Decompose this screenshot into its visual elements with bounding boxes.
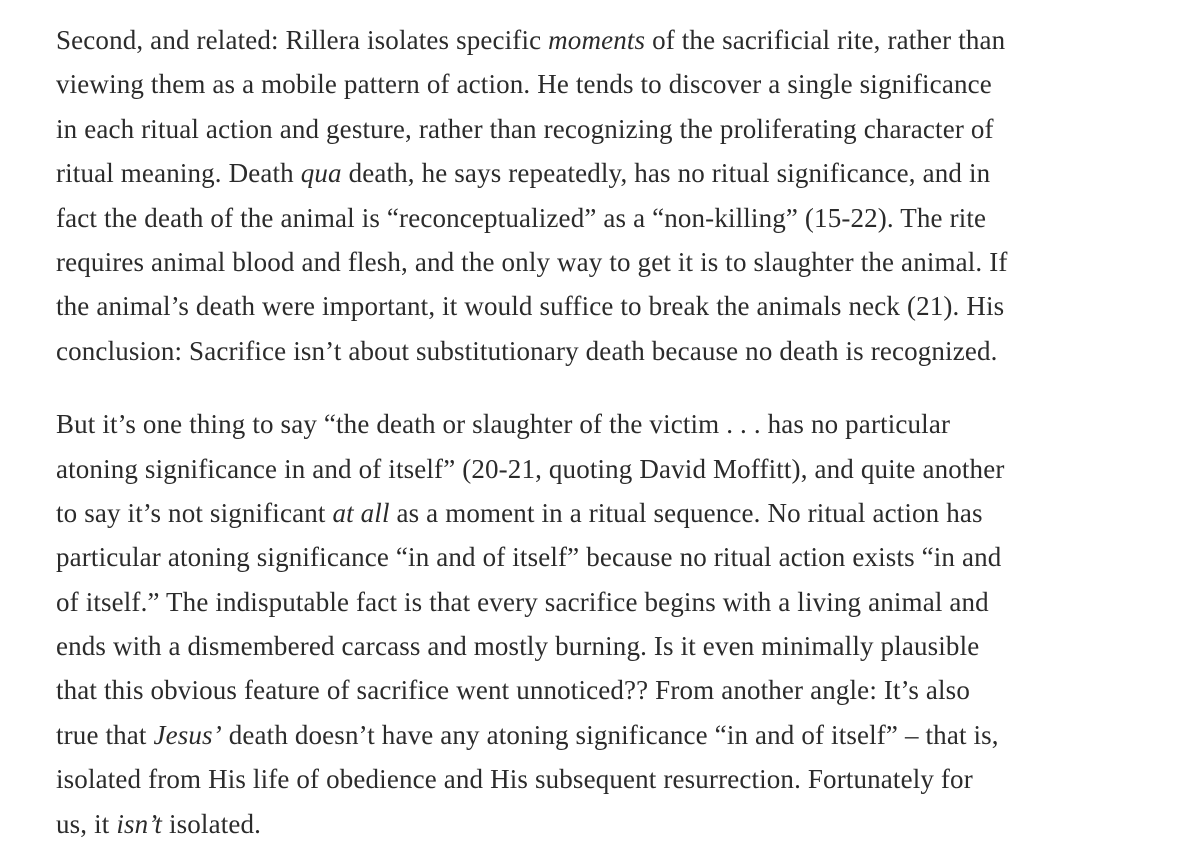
text-line (56, 240, 1146, 284)
text-line (56, 62, 1146, 106)
text-line (56, 757, 1146, 801)
article-body (56, 18, 1146, 846)
emphasized-text: at all (332, 497, 390, 528)
text-segment: death doesn’t have any atoning significance “in and of itself” – that is, (221, 719, 999, 750)
emphasized-text: isn’t (116, 808, 163, 839)
paragraph-1 (56, 18, 1146, 373)
emphasized-text: moments (548, 25, 646, 55)
text-segment: of itself.” The indisputable fact is that every sacrifice begins with a living animal and (56, 586, 989, 617)
text-segment: conclusion: Sacrifice isn’t about substitutionary death because no death is recognized. (56, 335, 998, 366)
emphasized-text: qua (300, 158, 342, 189)
text-segment: But it’s one thing to say “the death or slaughter of the victim . . . has no particular (56, 409, 951, 440)
text-segment: the animal’s death were important, it would suffice to break the animals neck (21). His (56, 291, 1005, 322)
text-segment: true that (56, 719, 154, 750)
emphasized-text: Jesus’ (153, 719, 222, 750)
text-line (56, 329, 1146, 373)
text-segment: that this obvious feature of sacrifice went unnoticed?? From another angle: It’s also (56, 675, 970, 706)
text-segment: us, it (56, 808, 117, 839)
text-line (56, 18, 1146, 62)
text-segment: isolated from His life of obedience and His subsequent resurrection. Fortunately for (56, 764, 973, 795)
text-line (56, 491, 1146, 535)
text-segment: fact the death of the animal is “reconceptualized” as a “non-killing” (15-22). The rite (56, 202, 987, 233)
text-line (56, 151, 1146, 195)
text-line (56, 402, 1146, 446)
text-segment: to say it’s not significant (56, 497, 333, 528)
paragraph-2 (56, 402, 1146, 846)
text-line (56, 802, 1146, 846)
text-segment: in each ritual action and gesture, rather than recognizing the proliferating character of (56, 113, 994, 144)
text-line (56, 447, 1146, 491)
text-line (56, 580, 1146, 624)
text-segment: requires animal blood and flesh, and the only way to get it is to slaughter the animal. If (56, 246, 1008, 277)
text-segment: particular atoning significance “in and of itself” because no ritual action exists “in and (56, 542, 1002, 573)
text-line (56, 624, 1146, 668)
text-line (56, 668, 1146, 712)
text-line (56, 284, 1146, 328)
text-segment: viewing them as a mobile pattern of action. He tends to discover a single significance (56, 69, 992, 100)
text-line (56, 107, 1146, 151)
text-line (56, 535, 1146, 579)
text-segment: death, he says repeatedly, has no ritual significance, and in (341, 158, 991, 189)
text-segment: Second, and related: Rillera isolates specific (56, 25, 549, 55)
text-segment: atoning significance in and of itself” (20-21, quoting David Moffitt), and quite another (56, 453, 1005, 484)
text-segment: ends with a dismembered carcass and mostly burning. Is it even minimally plausible (56, 631, 980, 662)
text-segment: of the sacrificial rite, rather than (645, 25, 1006, 55)
text-segment: as a moment in a ritual sequence. No ritual action has (389, 497, 983, 528)
text-line (56, 713, 1146, 757)
text-line (56, 196, 1146, 240)
text-segment: ritual meaning. Death (56, 158, 301, 189)
text-segment: isolated. (162, 808, 262, 839)
